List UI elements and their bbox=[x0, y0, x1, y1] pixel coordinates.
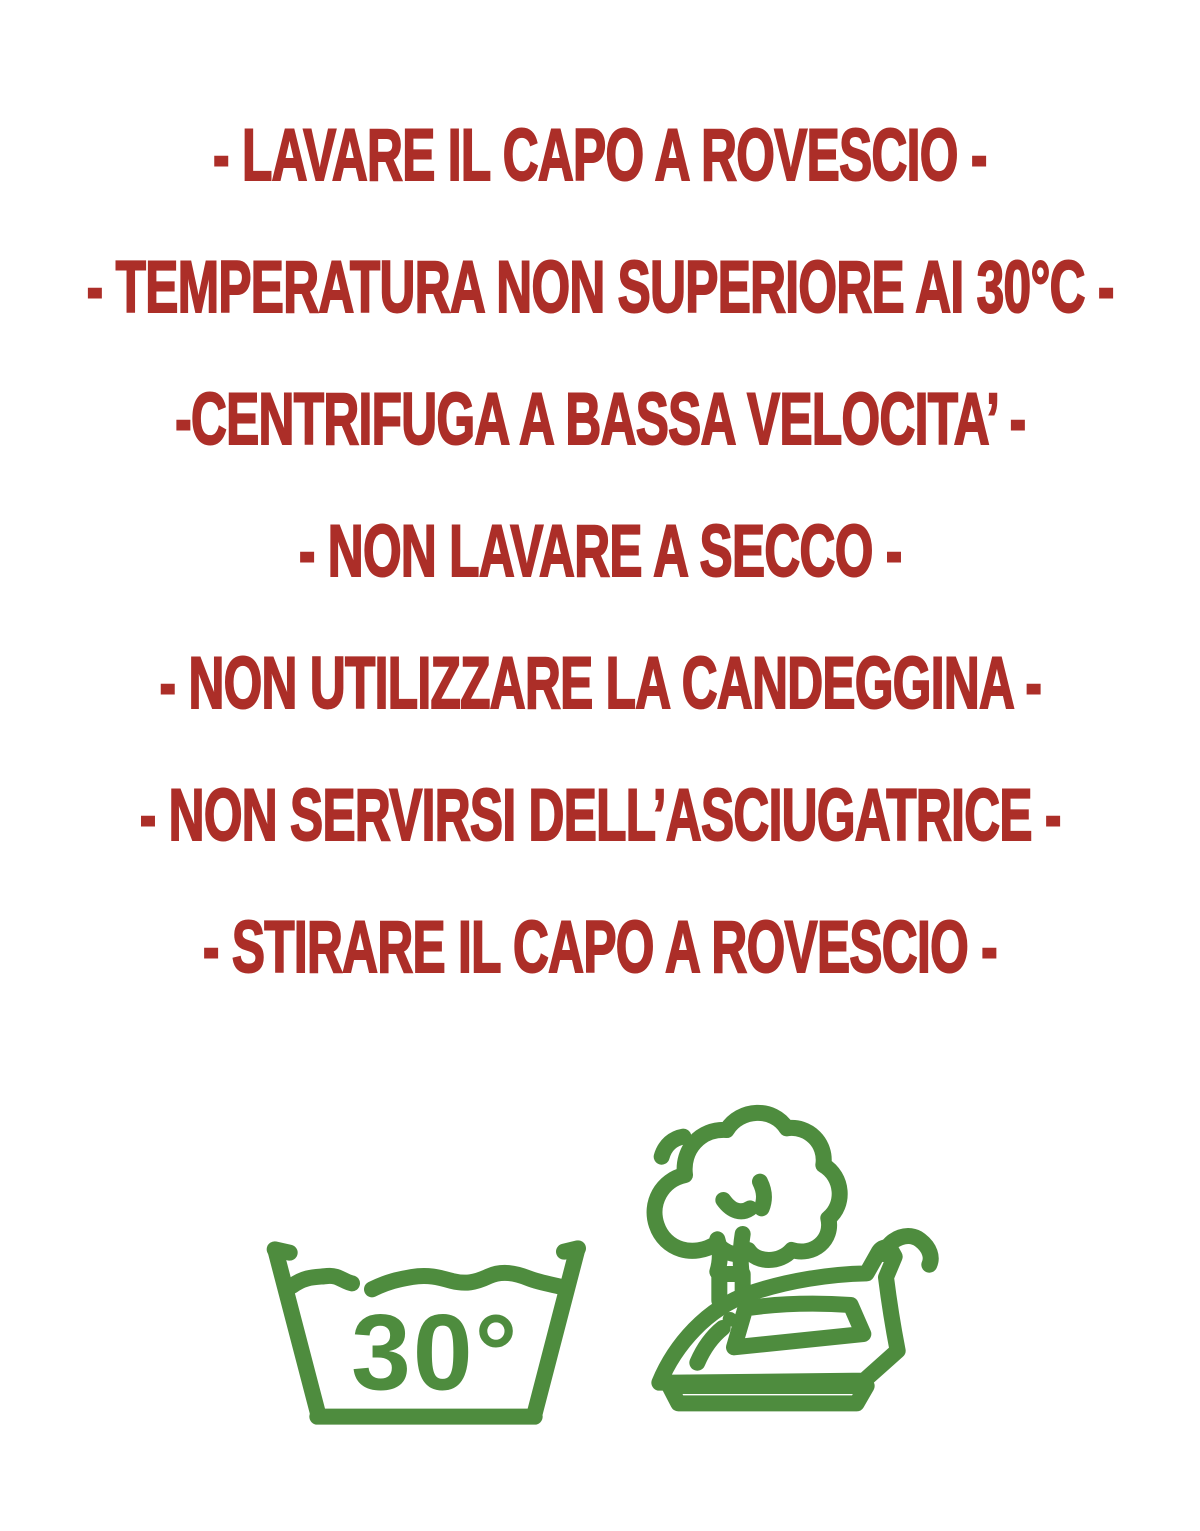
care-instruction-line bbox=[0, 881, 1200, 1013]
wash-temperature-label: 30° bbox=[351, 1292, 520, 1413]
care-instruction-text: -CENTRIFUGA A BASSA VELOCITA’ - bbox=[174, 378, 1026, 460]
care-instruction-text: - TEMPERATURA NON SUPERIORE AI 30°C - bbox=[86, 246, 1114, 328]
care-instruction-line bbox=[0, 749, 1200, 881]
wash-basin-30-icon bbox=[248, 1200, 608, 1500]
care-instruction-line bbox=[0, 89, 1200, 221]
care-instruction-text: - STIRARE IL CAPO A ROVESCIO - bbox=[202, 906, 998, 988]
care-instruction-line bbox=[0, 353, 1200, 485]
care-instruction-text: - NON LAVARE A SECCO - bbox=[298, 510, 902, 592]
care-instruction-line bbox=[0, 485, 1200, 617]
care-instructions-list bbox=[0, 89, 1200, 1013]
care-instruction-text: - NON UTILIZZARE LA CANDEGGINA - bbox=[159, 642, 1041, 724]
care-instruction-line bbox=[0, 221, 1200, 353]
care-instruction-line bbox=[0, 617, 1200, 749]
care-instruction-text: - LAVARE IL CAPO A ROVESCIO - bbox=[213, 114, 987, 196]
care-instruction-text: - NON SERVIRSI DELL’ASCIUGATRICE - bbox=[139, 774, 1061, 856]
steam-iron-icon bbox=[600, 1090, 1000, 1530]
